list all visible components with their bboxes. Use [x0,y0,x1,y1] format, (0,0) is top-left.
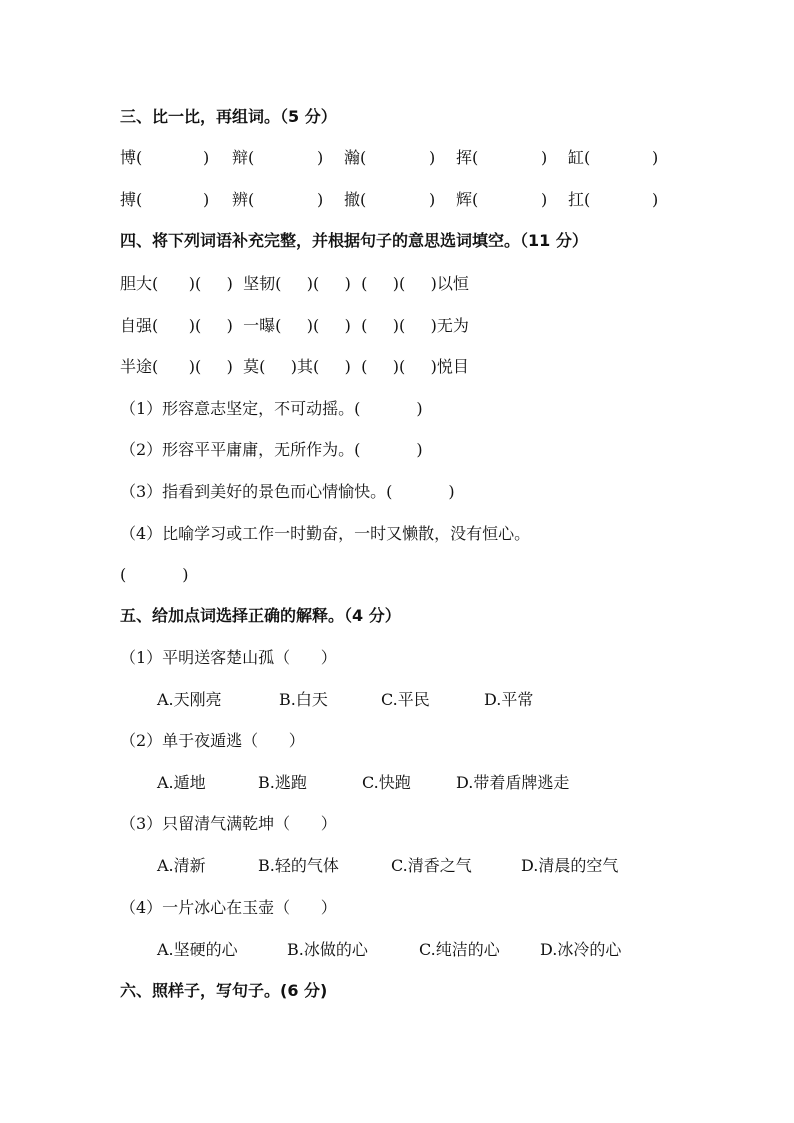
option: B.轻的气体 [258,856,339,875]
blank-close: ) [317,190,324,209]
choice-question: （4）一片冰心在玉壶（ ） [120,898,337,917]
blank-close: ) [429,190,436,209]
option: A.天刚亮 [157,690,222,709]
option: B.逃跑 [258,773,307,792]
option: D.带着盾牌逃走 [456,773,570,792]
char-cell: 瀚( [344,148,367,167]
idiom-row: 自强( )( ) 一曝( )( ) ( )( )无为 [120,316,469,335]
char-cell: 缸( [568,148,591,167]
section6-title: 六、照样子，写句子。(6 分) [120,981,328,1000]
blank-close: ) [652,190,659,209]
choice-question: （1）平明送客楚山孤（ ） [120,648,337,667]
option: D.清晨的空气 [521,856,619,875]
char-cell: 扛( [568,190,591,209]
option: B.白天 [279,690,328,709]
char-cell: 挥( [456,148,479,167]
blank-close: ) [541,148,548,167]
choice-question: （2）单于夜遁逃（ ） [120,731,305,750]
option: D.冰冷的心 [540,940,622,959]
option: C.快跑 [362,773,411,792]
blank-close: ) [652,148,659,167]
option: D.平常 [484,690,534,709]
section5-title: 五、给加点词选择正确的解释。（4 分） [120,606,401,625]
section3-title: 三、比一比，再组词。（5 分） [120,107,337,126]
char-cell: 辉( [456,190,479,209]
option: A.清新 [157,856,206,875]
option: C.清香之气 [391,856,472,875]
fill-question: （1）形容意志坚定，不可动摇。( ) [120,399,423,418]
char-cell: 辩( [232,148,255,167]
fill-question: （2）形容平平庸庸，无所作为。( ) [120,440,423,459]
char-cell: 辨( [232,190,255,209]
idiom-row: 胆大( )( ) 坚韧( )( ) ( )( )以恒 [120,274,469,293]
blank-close: ) [203,190,210,209]
idiom-row: 半途( )( ) 莫( )其( ) ( )( )悦目 [120,357,469,376]
char-cell: 撤( [344,190,367,209]
blank-close: ) [541,190,548,209]
option: C.纯洁的心 [419,940,500,959]
section4-title: 四、将下列词语补充完整，并根据句子的意思选词填空。（11 分） [120,231,588,250]
option: A.遁地 [157,773,206,792]
choice-question: （3）只留清气满乾坤（ ） [120,814,337,833]
blank-close: ) [429,148,436,167]
char-cell: 博( [120,148,143,167]
option: A.坚硬的心 [157,940,238,959]
blank-close: ) [317,148,324,167]
answer-blank: ( ) [120,565,189,584]
blank-close: ) [203,148,210,167]
char-cell: 搏( [120,190,143,209]
fill-question: （3）指看到美好的景色而心情愉快。( ) [120,482,455,501]
option: B.冰做的心 [287,940,368,959]
fill-question: （4）比喻学习或工作一时勤奋，一时又懒散，没有恒心。 [120,524,531,543]
option: C.平民 [381,690,430,709]
